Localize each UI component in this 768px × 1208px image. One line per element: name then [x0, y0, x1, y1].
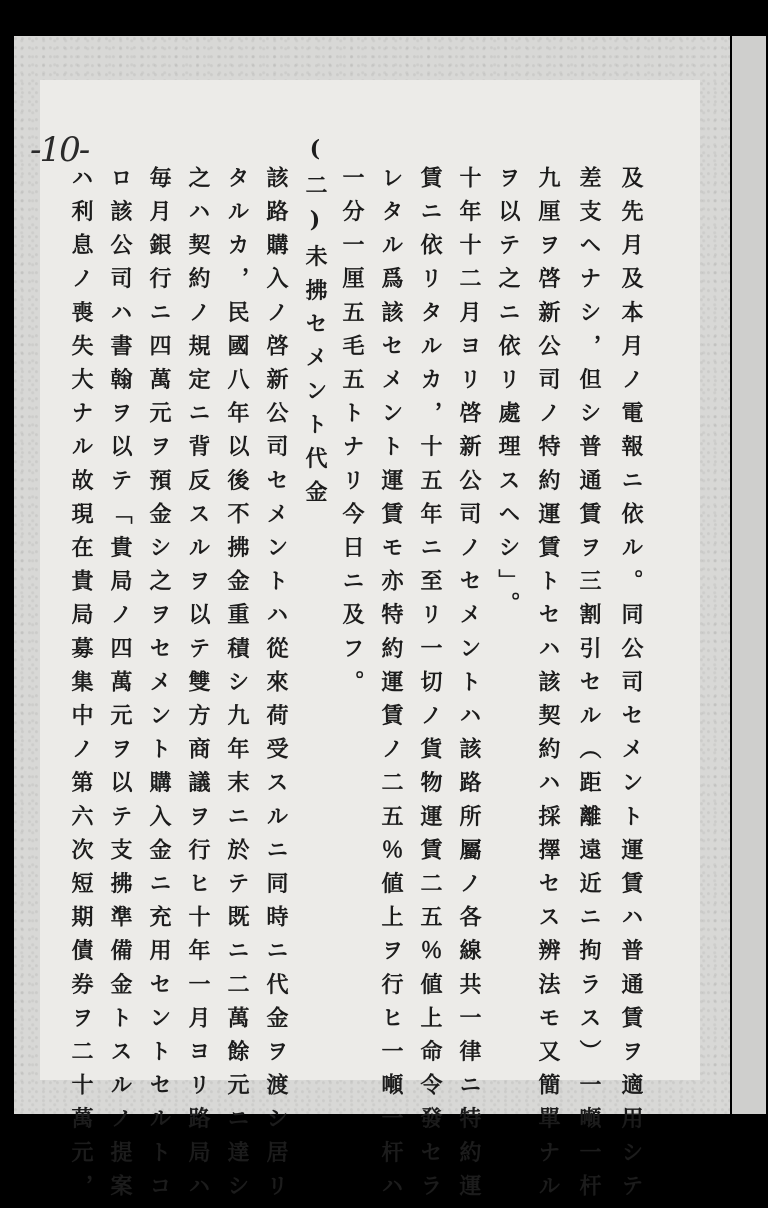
text-column-8: 一分一厘五毛五トナリ今日ニ及フ。 — [339, 166, 365, 704]
text-column-13: 毎月銀行ニ四萬元ヲ預金シ之ヲセメント購入金ニ充用セントセルトコ — [146, 166, 172, 1208]
page-number: -10- — [30, 130, 89, 170]
text-column-14: ロ該公司ハ書翰ヲ以テ「貴局ノ四萬元ヲ以テ支拂準備金トスルノ提案 — [107, 166, 133, 1208]
text-column-1: 及先月及本月ノ電報ニ依ル。同公司セメント運賃ハ普通賃ヲ適用シテ — [618, 166, 644, 1208]
text-column-7: レタル爲該セメント運賃モ亦特約運賃ノ二五％値上ヲ行ヒ一噸一杆ハ — [378, 166, 404, 1208]
text-column-10: 該路購入ノ啓新公司セメントハ從來荷受スルニ同時ニ代金ヲ渡シ居リ — [263, 166, 289, 1208]
text-column-2: 差支ヘナシ，但シ普通賃ヲ三割引セル（距離遠近ニ拘ラス）一噸一杆 — [576, 166, 602, 1208]
text-column-15: ハ利息ノ喪失大ナル故現在貴局募集中ノ第六次短期債券ヲ二十萬元， — [68, 166, 94, 1208]
text-column-4: ヲ以テ之ニ依リ處理スヘシ」。 — [495, 166, 521, 626]
text-column-3: 九厘ヲ啓新公司ノ特約運賃トセハ該契約ハ採擇セス辨法モ又簡單ナル — [535, 166, 561, 1208]
text-column-5: 十年十二月ヨリ啓新公司ノセメントハ該路所屬ノ各線共一律ニ特約運 — [456, 166, 482, 1208]
next-page-edge — [732, 36, 766, 1114]
section-heading: (二)未拂セメント代金 — [302, 136, 328, 514]
text-column-12: 之ハ契約ノ規定ニ背反スルヲ以テ雙方商議ヲ行ヒ十年一月ヨリ路局ハ — [185, 166, 211, 1208]
text-column-11: タルカ，民國八年以後不拂金重積シ九年末ニ於テ既ニ二萬餘元ニ達シ — [224, 166, 250, 1208]
text-column-6: 賃ニ依リタルカ，十五年ニ至リ一切ノ貨物運賃二五％値上命令發セラ — [417, 166, 443, 1208]
